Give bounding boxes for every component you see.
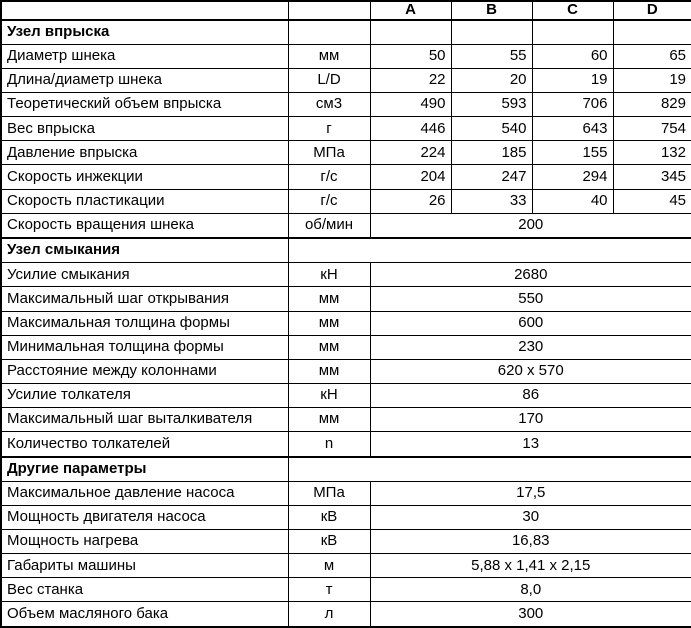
row-label-cell: Скорость вращения шнека [1, 213, 288, 238]
table-row [1, 335, 691, 359]
value-cell: 204 [370, 165, 451, 189]
value-cell: 593 [451, 93, 532, 117]
unit-cell: мм [288, 311, 370, 335]
table-row [1, 481, 691, 505]
row-label-cell: Максимальное давление насоса [1, 481, 288, 505]
table-row [1, 530, 691, 554]
unit-cell: мм [288, 287, 370, 311]
table-row [1, 383, 691, 407]
row-label-cell: Габариты машины [1, 554, 288, 578]
unit-column-header [288, 1, 370, 20]
row-label-cell: Максимальный шаг открывания [1, 287, 288, 311]
corner-cell [1, 1, 288, 20]
value-cell: 643 [532, 117, 613, 141]
section-row [1, 238, 691, 263]
unit-cell: МПа [288, 141, 370, 165]
merged-value-cell: 200 [370, 213, 691, 238]
value-cell: 185 [451, 141, 532, 165]
row-label-cell: Расстояние между колоннами [1, 359, 288, 383]
table-row [1, 189, 691, 213]
unit-cell: мм [288, 335, 370, 359]
table-row [1, 93, 691, 117]
empty-value-cell [451, 20, 532, 45]
table-row [1, 165, 691, 189]
value-cell: 224 [370, 141, 451, 165]
value-cell: 754 [613, 117, 691, 141]
value-cell: 33 [451, 189, 532, 213]
table-row [1, 578, 691, 602]
merged-value-cell: 30 [370, 505, 691, 529]
header-row [1, 1, 691, 20]
empty-unit-cell [288, 20, 370, 45]
row-label-cell: Диаметр шнека [1, 44, 288, 68]
unit-cell: см3 [288, 93, 370, 117]
table-row [1, 68, 691, 92]
value-cell: 247 [451, 165, 532, 189]
section-spacer-cell [288, 238, 691, 263]
value-cell: 706 [532, 93, 613, 117]
empty-value-cell [532, 20, 613, 45]
value-cell: 65 [613, 44, 691, 68]
merged-value-cell: 17,5 [370, 481, 691, 505]
merged-value-cell: 5,88 x 1,41 x 2,15 [370, 554, 691, 578]
unit-cell: г/с [288, 165, 370, 189]
unit-cell: г/с [288, 189, 370, 213]
unit-cell: г [288, 117, 370, 141]
unit-cell: м [288, 554, 370, 578]
unit-cell: кН [288, 383, 370, 407]
row-label-cell: Длина/диаметр шнека [1, 68, 288, 92]
table-body [1, 20, 691, 628]
merged-value-cell: 550 [370, 287, 691, 311]
value-cell: 540 [451, 117, 532, 141]
value-cell: 829 [613, 93, 691, 117]
section-header-cell: Узел смыкания [1, 238, 288, 263]
value-cell: 55 [451, 44, 532, 68]
value-cell: 22 [370, 68, 451, 92]
value-cell: 446 [370, 117, 451, 141]
row-label-cell: Вес впрыска [1, 117, 288, 141]
merged-value-cell: 620 x 570 [370, 359, 691, 383]
unit-cell: мм [288, 408, 370, 432]
section-header-cell: Узел впрыска [1, 20, 288, 45]
value-cell: 490 [370, 93, 451, 117]
value-cell: 19 [532, 68, 613, 92]
merged-value-cell: 8,0 [370, 578, 691, 602]
value-cell: 345 [613, 165, 691, 189]
row-label-cell: Скорость пластикации [1, 189, 288, 213]
merged-value-cell: 600 [370, 311, 691, 335]
table-row [1, 602, 691, 627]
value-cell: 19 [613, 68, 691, 92]
column-header-a: A [370, 1, 451, 20]
row-label-cell: Максимальный шаг выталкивателя [1, 408, 288, 432]
section-row [1, 20, 691, 45]
unit-cell: кВ [288, 530, 370, 554]
section-row [1, 457, 691, 482]
value-cell: 155 [532, 141, 613, 165]
merged-value-cell: 170 [370, 408, 691, 432]
row-label-cell: Объем масляного бака [1, 602, 288, 627]
merged-value-cell: 86 [370, 383, 691, 407]
row-label-cell: Усилие толкателя [1, 383, 288, 407]
row-label-cell: Мощность нагрева [1, 530, 288, 554]
row-label-cell: Вес станка [1, 578, 288, 602]
value-cell: 60 [532, 44, 613, 68]
merged-value-cell: 16,83 [370, 530, 691, 554]
unit-cell: мм [288, 44, 370, 68]
row-label-cell: Теоретический объем впрыска [1, 93, 288, 117]
empty-value-cell [613, 20, 691, 45]
table-row [1, 213, 691, 238]
table-row [1, 44, 691, 68]
table-row [1, 117, 691, 141]
unit-cell: кВ [288, 505, 370, 529]
value-cell: 132 [613, 141, 691, 165]
row-label-cell: Усилие смыкания [1, 263, 288, 287]
row-label-cell: Мощность двигателя насоса [1, 505, 288, 529]
unit-cell: мм [288, 359, 370, 383]
table-row [1, 505, 691, 529]
table-row [1, 263, 691, 287]
value-cell: 20 [451, 68, 532, 92]
merged-value-cell: 13 [370, 432, 691, 457]
merged-value-cell: 230 [370, 335, 691, 359]
table-row [1, 554, 691, 578]
merged-value-cell: 2680 [370, 263, 691, 287]
section-header-cell: Другие параметры [1, 457, 288, 482]
table-row [1, 287, 691, 311]
unit-cell: т [288, 578, 370, 602]
unit-cell: n [288, 432, 370, 457]
row-label-cell: Минимальная толщина формы [1, 335, 288, 359]
column-header-d: D [613, 1, 691, 20]
row-label-cell: Скорость инжекции [1, 165, 288, 189]
row-label-cell: Количество толкателей [1, 432, 288, 457]
empty-value-cell [370, 20, 451, 45]
value-cell: 294 [532, 165, 613, 189]
section-spacer-cell [288, 457, 691, 482]
merged-value-cell: 300 [370, 602, 691, 627]
table-row [1, 141, 691, 165]
column-header-c: C [532, 1, 613, 20]
table-row [1, 311, 691, 335]
unit-cell: об/мин [288, 213, 370, 238]
unit-cell: L/D [288, 68, 370, 92]
unit-cell: л [288, 602, 370, 627]
column-header-b: B [451, 1, 532, 20]
row-label-cell: Давление впрыска [1, 141, 288, 165]
table-row [1, 432, 691, 457]
unit-cell: МПа [288, 481, 370, 505]
value-cell: 45 [613, 189, 691, 213]
table-row [1, 408, 691, 432]
value-cell: 26 [370, 189, 451, 213]
row-label-cell: Максимальная толщина формы [1, 311, 288, 335]
unit-cell: кН [288, 263, 370, 287]
value-cell: 50 [370, 44, 451, 68]
value-cell: 40 [532, 189, 613, 213]
table-row [1, 359, 691, 383]
